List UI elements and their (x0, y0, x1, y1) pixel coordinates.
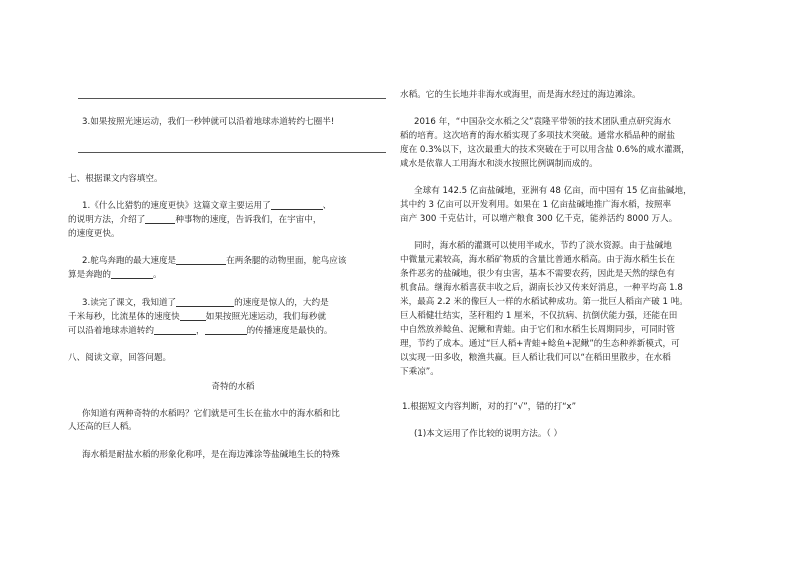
p2-line-3: 度在 0.3%以下，这次最重大的技术突破在于可以用含盐 0.6%的咸水灌溉， (400, 145, 690, 155)
fill-1-text-a: 1.《什么比猎豹的速度更快》这篇文章主要运用了 (82, 201, 271, 211)
fill-3-text-b: 的速度是惊人的，大约是 (234, 298, 329, 308)
fill-3-text-a: 3.读完了课文，我知道了 (82, 298, 177, 308)
fill-3-text-e: 可以沿着地球赤道转约 (68, 326, 154, 336)
p4-line-6: 巨人稻健壮结实，茎秆粗约 1 厘米，不仅抗病、抗倒伏能力强，还能在田 (400, 311, 678, 321)
fill-3-line-3 (68, 325, 333, 338)
fill-1-line-3: 的速度更快。 (68, 229, 120, 239)
fill-3-text-g: 的传播速度是最快的。 (246, 326, 333, 336)
p4-line-8: 理，节约了成本。通过“巨人稻+青蛙+鲶鱼+泥鳅”的生态种养新模式，可 (400, 339, 680, 349)
fill-1-line-1 (82, 200, 331, 213)
fill-2-text-d: 。 (152, 270, 162, 280)
para-1-line-1: 你知道有两种奇特的水稻吗？它们就是可生长在盐水中的海水稻和比 (82, 409, 340, 419)
answer-line-1[interactable] (78, 98, 386, 99)
fill-blank[interactable] (145, 214, 175, 224)
fill-2-line-2 (68, 269, 162, 282)
fill-blank[interactable] (176, 255, 226, 265)
p4-line-10: 下乘凉”。 (400, 367, 439, 377)
fill-blank[interactable] (180, 311, 206, 321)
fill-2-text-a: 2.鸵鸟奔跑的最大速度是 (82, 256, 177, 266)
answer-line-2[interactable] (78, 152, 386, 153)
p3-line-2: 其中约 3 亿亩可以开发利用。如果在 1 亿亩盐碱地推广海水稻，按照率 (400, 200, 672, 210)
fill-blank[interactable] (176, 297, 234, 307)
fill-blank[interactable] (271, 200, 323, 210)
fill-blank[interactable] (111, 269, 153, 279)
fill-3-text-f: ， (195, 326, 205, 336)
section-7-heading: 七、根据课文内容填空。 (68, 174, 163, 184)
fill-3-text-d: 如果按照光速运动，我们每秒就 (205, 312, 327, 322)
p4-line-7: 中自然放养鲶鱼、泥鳅和青蛙。由于它们和水稻生长周期同步，可同时管 (400, 325, 676, 335)
fill-1-text-c: 的说明方法，介绍了 (68, 215, 146, 225)
p2-line-1: 2016 年，“中国杂交水稻之父”袁隆平带领的技术团队重点研究海水 (414, 117, 671, 127)
p4-line-1: 同时，海水稻的灌溉可以使用半咸水，节约了淡水资源。由于盐碱地 (414, 241, 672, 251)
p4-line-3: 条件恶劣的盐碱地，很少有虫害，基本不需要农药，因此是天然的绿色有 (400, 269, 676, 279)
fill-1-text-d: 种事物的速度，告诉我们，在宇宙中， (175, 215, 322, 225)
p4-line-4: 机食品。继海水稻喜获丰收之后，湖南长沙又传来好消息，一种平均高 1.8 (400, 283, 683, 293)
fill-1-line-2 (68, 214, 321, 227)
p2-line-2: 稻的培育。这次培育的海水稻实现了多项技术突破。通常水稻品种的耐盐 (400, 131, 676, 141)
fill-blank[interactable] (205, 325, 247, 335)
fill-1-text-b: 、 (322, 201, 332, 211)
fill-2-line-1 (82, 255, 346, 268)
fill-2-text-c: 算是奔跑的 (68, 270, 111, 280)
fill-3-line-1 (82, 297, 329, 310)
right-line-1: 水稻。它的生长地并非海水或海里，而是海水经过的海边滩涂。 (400, 90, 641, 100)
p3-line-3: 亩产 300 千克估计，可以增产粮食 300 亿千克，能养活约 8000 万人。 (400, 214, 678, 224)
p4-line-5: 米，最高 2.2 米的像巨人一样的水稻试种成功。第一批巨人稻亩产破 1 吨。 (400, 297, 688, 307)
para-1-line-2: 人还高的巨人稻。 (68, 422, 137, 432)
p4-line-9: 以实现一田多收，粮渔共赢。巨人稻让我们可以“在稻田里散步，在水稻 (400, 353, 671, 363)
fill-3-line-2 (68, 311, 326, 324)
p4-line-2: 中微量元素较高，海水稻矿物质的含量比普通水稻高。由于海水稻生长在 (400, 255, 676, 265)
fill-blank[interactable] (154, 325, 196, 335)
question-1-text: 1.根据短文内容判断，对的打“√”，错的打“x” (402, 402, 577, 412)
para-2-line-1: 海水稻是耐盐水稻的形象化称呼，是在海边滩涂等盐碱地生长的特殊 (82, 450, 340, 460)
question-1-1-text: (1)本文运用了作比较的说明方法。（ ） (414, 429, 563, 439)
fill-3-text-c: 千米每秒，比流星体的速度快 (68, 312, 180, 322)
p2-line-4: 咸水是依靠人工用海水和淡水按照比例调制而成的。 (400, 159, 598, 169)
p3-line-1: 全球有 142.5 亿亩盐碱地，亚洲有 48 亿亩，而中国有 15 亿亩盐碱地， (414, 186, 692, 196)
fill-2-text-b: 在两条腿的动物里面，鸵鸟应该 (226, 256, 347, 266)
section-8-heading: 八、阅读文章，回答问题。 (68, 353, 172, 363)
article-title: 奇特的水稻 (211, 382, 255, 392)
question-3-text: 3.如果按照光速运动，我们一秒钟就可以沿着地球赤道转约七圈半! (82, 117, 335, 127)
